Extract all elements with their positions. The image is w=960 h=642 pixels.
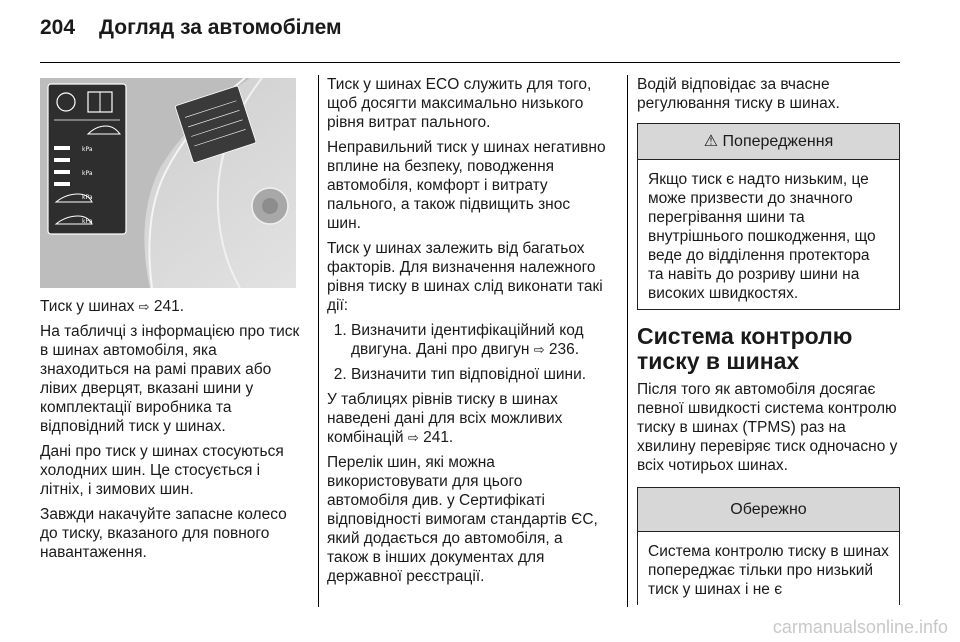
eco-pressure-paragraph: Тиск у шинах ECO служить для того, щоб досягти максимально низького рівня витрат пального. [327,76,592,131]
tpms-paragraph: Після того як автомобіля досягає певної швидкості система контролю тиску в шинах (TPMS) раз на хвилину перевіряє тиск одночасно у всіх чотирьох шинах. [637,381,898,474]
caution-box-header [638,488,899,532]
tables-paragraph [327,390,607,447]
section-title: Система контролю тиску в шинах [637,323,853,374]
header-rule [40,62,900,63]
driver-responsibility-paragraph: Водій відповідає за вчасне регулювання тиску в шинах. [637,76,840,112]
tire-pressure-label-illustration [40,78,296,288]
incorrect-pressure-paragraph: Неправильний тиск у шинах негативно вплине на безпеку, поводження автомобіля, комфорт і витрату пального, а також підвищить знос шин. [327,139,606,232]
label-unit-kpa-1: kPa [82,146,93,153]
column-divider-1 [318,75,319,607]
caution-text: Система контролю тиску в шинах попереджає тільки про низький тиск у шинах і не є [648,543,889,598]
tables-text: У таблицях рівнів тиску в шинах наведені дані для всіх можливих комбінацій [327,391,563,446]
inset-label-panel [48,84,126,234]
arrow-reference-icon[interactable]: ⇨ [407,430,419,445]
list-item [351,321,607,359]
label-unit-kpa-2: kPa [82,170,93,177]
step-1-text: Визначити ідентифікаційний код двигуна. Дані про двигун [351,322,584,358]
tire-pressure-ref-paragraph [40,297,308,316]
cold-tires-paragraph: Дані про тиск у шинах стосуються холодних шин. Це стосується і літніх, і зимових шин. [40,443,284,498]
watermark: carmanualsonline.info [772,617,948,637]
column-divider-2 [627,75,628,607]
step-1-ref[interactable]: 236. [544,341,580,358]
label-location-paragraph: На табличці з інформацією про тиск в шинах автомобіля, яка знаходиться на рамі правих або лівих дверцят, вказані шини у комплектації виробника та відповідний тиск у шинах. [40,323,300,435]
warning-title: Попередження [722,133,834,150]
steps-list [327,321,607,384]
label-unit-kpa-4: kPa [82,218,93,225]
arrow-reference-icon[interactable]: ⇨ [138,299,150,314]
caution-box-body [638,532,899,605]
column-3 [637,75,900,615]
column-2 [327,75,607,592]
page-title: Догляд за автомобілем [99,16,342,39]
page-header [40,16,342,46]
caution-title: Обережно [730,501,807,518]
page-number: 204 [40,16,76,39]
warning-text: Якщо тиск є надто низьким, це може призвести до значного перегрівання шини та внутрішнього пошкодження, що веде до відділення протектора та навіть до розриву шини на високих швидкостях. [648,171,876,302]
warning-box-body [638,160,899,309]
list-item [351,365,607,384]
column-1 [40,297,308,568]
tire-list-paragraph: Перелік шин, які можна використовувати для цього автомобіля див. у Сертифікаті відповідності вимогам стандартів ЄС, який додається до автомобіля, а також в інших документах для державної реєстрації. [327,454,598,585]
spare-wheel-paragraph: Завжди накачуйте запасне колесо до тиску, вказаного для повного навантаження. [40,506,287,561]
step-2-text: Визначити тип відповідної шини. [351,366,587,383]
tire-pressure-ref-page[interactable]: 241. [149,298,185,315]
tire-pressure-ref-text: Тиск у шинах [40,298,139,315]
tables-ref[interactable]: 241. [418,429,454,446]
caution-box [637,487,900,605]
warning-box-header [638,124,899,160]
pressure-factors-paragraph: Тиск у шинах залежить від багатьох факторів. Для визначення належного рівня тиску в шинах слід виконати такі дії: [327,240,603,314]
tire-pressure-label-figure [40,78,296,288]
warning-box [637,123,900,310]
label-unit-kpa-3: kPa [82,194,93,201]
arrow-reference-icon[interactable]: ⇨ [533,342,545,357]
warning-triangle-icon: ⚠ [703,133,719,150]
